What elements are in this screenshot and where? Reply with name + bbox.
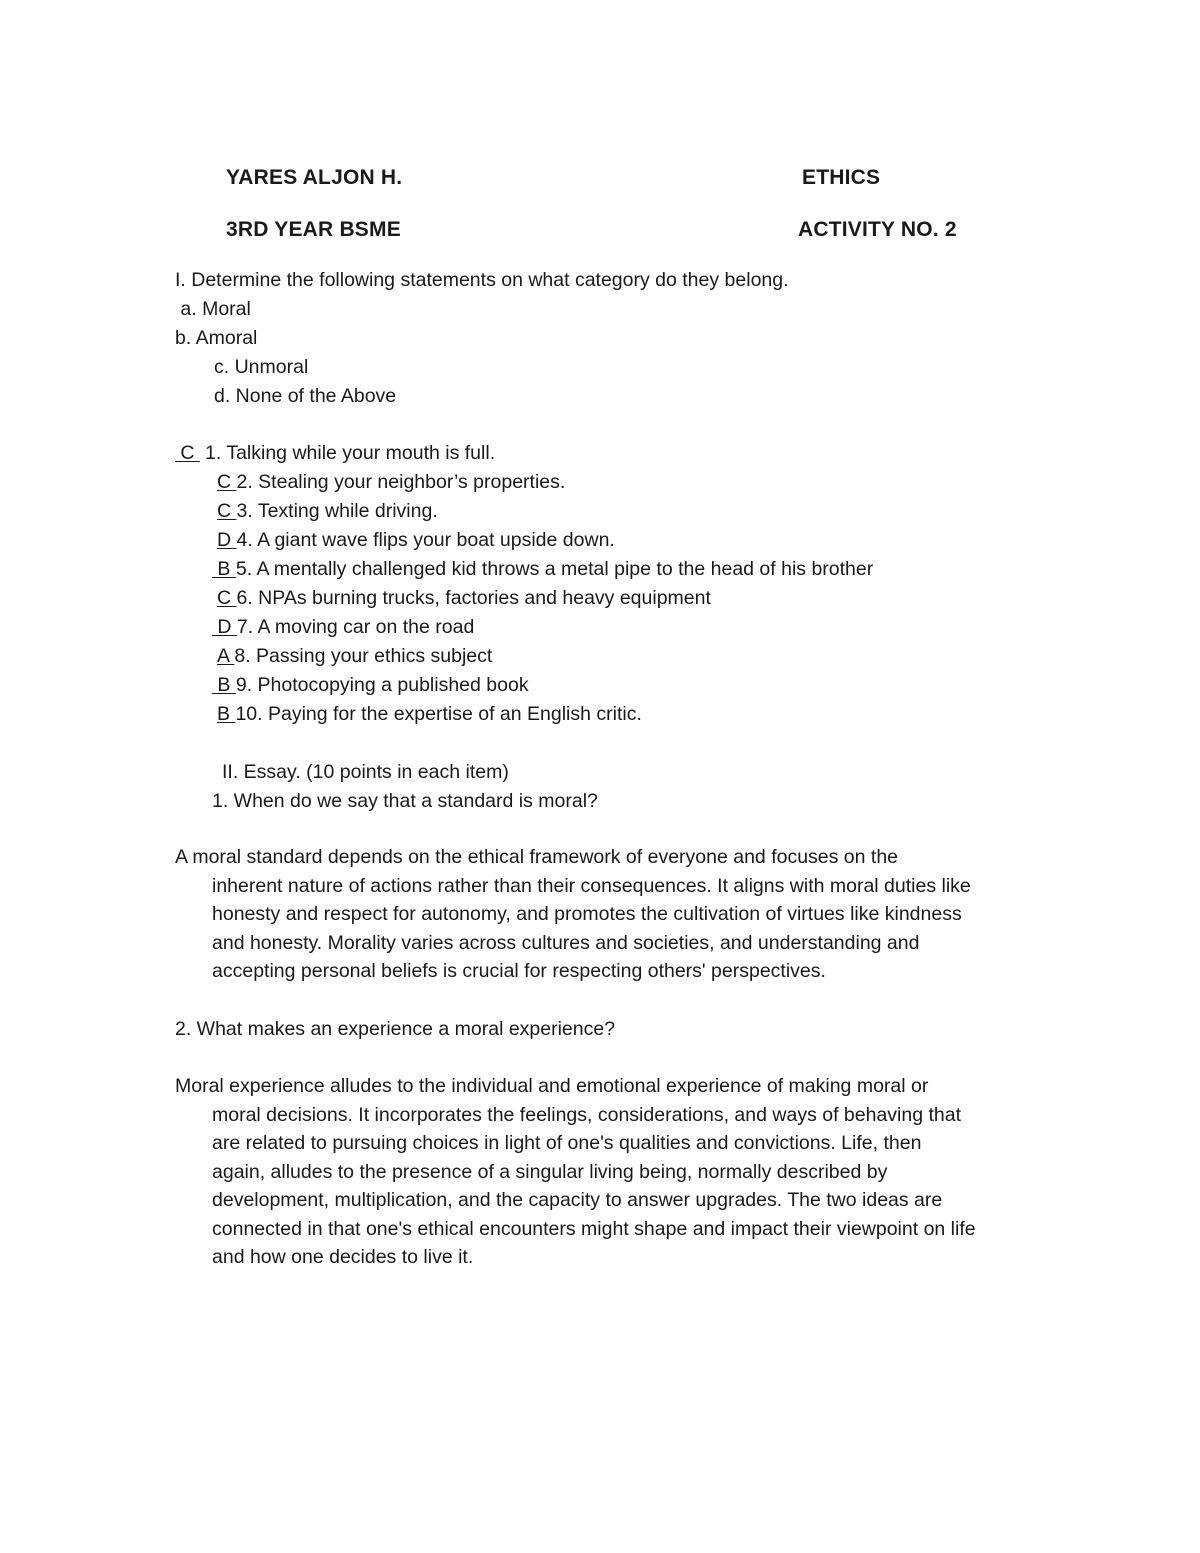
answer-10: B xyxy=(217,703,236,725)
item-8 xyxy=(217,644,492,668)
activity-number: ACTIVITY NO. 2 xyxy=(798,218,957,241)
choice-c: c. Unmoral xyxy=(214,356,309,378)
item-9-text: 9. Photocopying a published book xyxy=(235,674,529,696)
answer-1-line: honesty and respect for autonomy, and promotes the cultivation of virtues like kindness xyxy=(212,903,962,925)
year-course: 3RD YEAR BSME xyxy=(226,218,401,241)
answer-2-line: connected in that one's ethical encounters might shape and impact their viewpoint on life xyxy=(212,1217,976,1240)
item-3-text: 3. Texting while driving. xyxy=(236,500,438,522)
item-1-text: 1. Talking while your mouth is full. xyxy=(205,442,496,464)
item-6 xyxy=(217,586,711,610)
answer-2-line: Moral experience alludes to the individual and emotional experience of making moral or xyxy=(175,1075,929,1097)
item-7-text: 7. A moving car on the road xyxy=(236,616,475,638)
answer-2-line: moral decisions. It incorporates the feelings, considerations, and ways of behaving that xyxy=(212,1103,962,1126)
item-3 xyxy=(217,499,438,523)
answer-1-line: inherent nature of actions rather than their consequences. It aligns with moral duties like xyxy=(212,874,971,897)
item-7 xyxy=(212,615,474,639)
answer-1-line: and honesty. Morality varies across cultures and societies, and understanding and xyxy=(212,931,920,954)
part2-heading: II. Essay. (10 points in each item) xyxy=(222,761,509,783)
answer-2: C xyxy=(217,471,237,493)
item-4 xyxy=(217,528,615,552)
item-10 xyxy=(217,702,642,726)
answer-9: B xyxy=(212,674,236,696)
choice-b: b. Amoral xyxy=(175,327,258,349)
answer-4: D xyxy=(217,529,237,551)
item-1 xyxy=(175,441,495,465)
answer-2-line: and how one decides to live it. xyxy=(212,1246,474,1268)
item-9 xyxy=(212,673,529,697)
answer-2-line: again, alludes to the presence of a singular living being, normally described by xyxy=(212,1160,888,1183)
student-name: YARES ALJON H. xyxy=(226,166,403,189)
item-10-text: 10. Paying for the expertise of an English critic. xyxy=(235,703,642,725)
answer-1-line: accepting personal beliefs is crucial for respecting others' perspectives. xyxy=(212,960,826,982)
answer-7: D xyxy=(212,616,237,638)
choice-a: a. Moral xyxy=(175,298,251,320)
answer-5: B xyxy=(212,558,236,580)
item-4-text: 4. A giant wave flips your boat upside down. xyxy=(236,529,615,551)
answer-8: A xyxy=(217,645,235,667)
item-2 xyxy=(217,470,565,494)
item-2-text: 2. Stealing your neighbor’s properties. xyxy=(236,471,566,493)
essay-question-1: 1. When do we say that a standard is moral? xyxy=(212,790,598,812)
choice-d: d. None of the Above xyxy=(214,385,397,407)
answer-6: C xyxy=(217,587,237,609)
item-6-text: 6. NPAs burning trucks, factories and heavy equipment xyxy=(236,587,711,609)
answer-3: C xyxy=(217,500,237,522)
answer-2-line: are related to pursuing choices in light of one's qualities and convictions. Life, then xyxy=(212,1132,922,1154)
part1-instruction: I. Determine the following statements on what category do they belong. xyxy=(175,269,789,291)
item-5 xyxy=(212,557,873,581)
answer-1: C xyxy=(175,442,200,464)
essay-question-2: 2. What makes an experience a moral experience? xyxy=(175,1018,616,1040)
item-5-text: 5. A mentally challenged kid throws a metal pipe to the head of his brother xyxy=(235,558,874,580)
answer-2-line: development, multiplication, and the capacity to answer upgrades. The two ideas are xyxy=(212,1189,943,1211)
item-8-text: 8. Passing your ethics subject xyxy=(234,645,493,667)
answer-1-line: A moral standard depends on the ethical framework of everyone and focuses on the xyxy=(175,846,899,868)
subject-title: ETHICS xyxy=(802,166,881,189)
